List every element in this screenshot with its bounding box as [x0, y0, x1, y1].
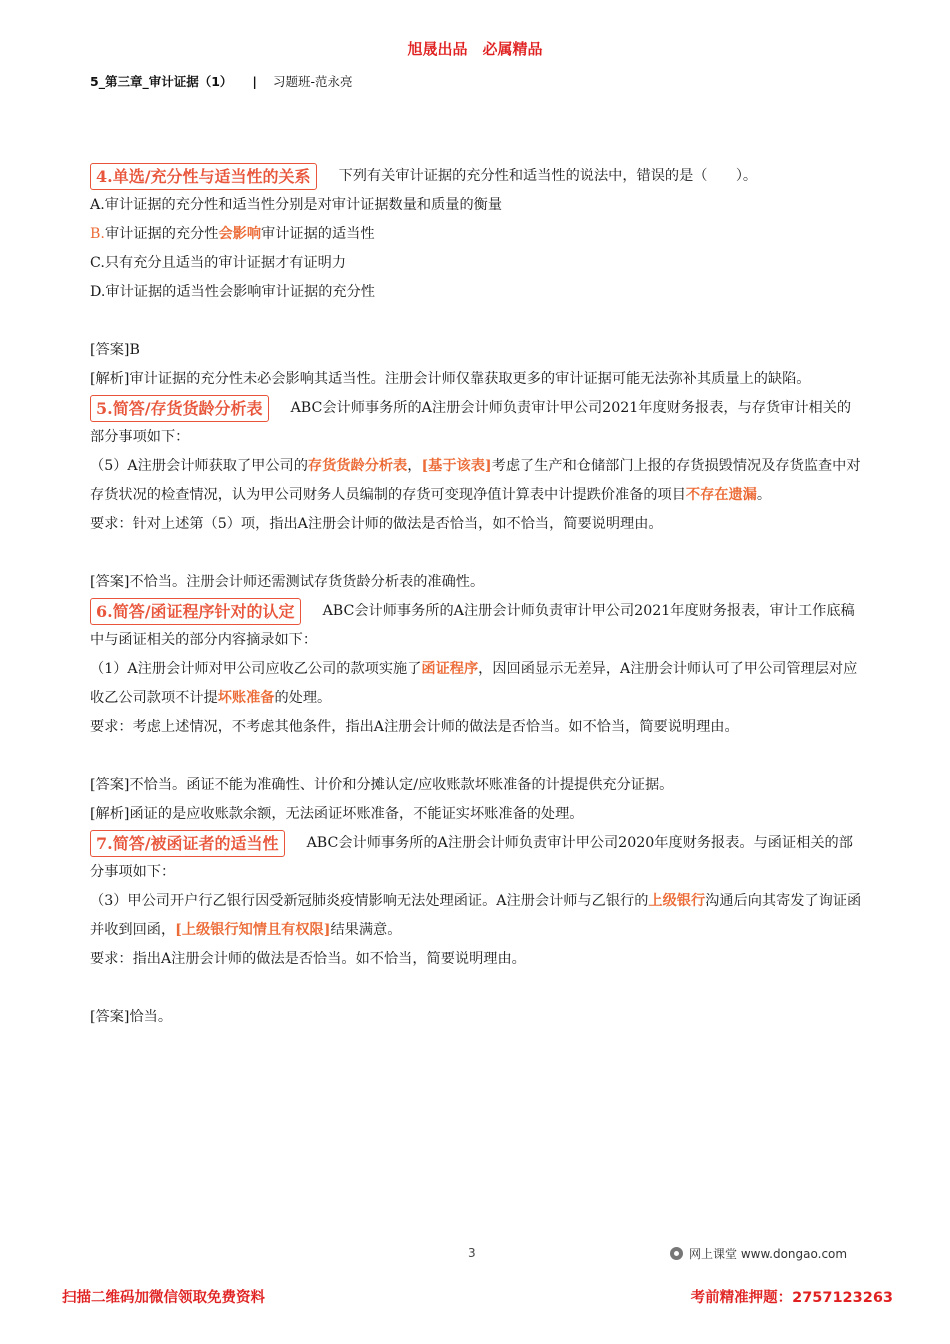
q5-item-pre: （5）A注册会计师获取了甲公司的: [90, 458, 308, 474]
q6-requirement: 要求：考虑上述情况，不考虑其他条件，指出A注册会计师的做法是否恰当。如不恰当，简要说明理由。: [90, 719, 739, 735]
q7-tag: 7.简答/被函证者的适当性: [90, 830, 285, 857]
q5-item-mid2: 考虑了生产和仓储部门上报的存货损毁情况及存货监查中对存货状况的检查情况，认为甲公司财务人员编制的存货可变现净值计算表中计提跌价准备的项目: [90, 458, 861, 503]
brand-text: 网上课堂 www.dongao.com: [689, 1247, 848, 1261]
q7-requirement: 要求：指出A注册会计师的做法是否恰当。如不恰当，简要说明理由。: [90, 951, 526, 967]
q4-analysis: [解析]审计证据的充分性未必会影响其适当性。注册会计师仅靠获取更多的审计证据可能无法弥补其质量上的缺陷。: [90, 371, 811, 387]
q4-option-b-pre: 审计证据的充分性: [104, 226, 219, 242]
q7-highlight-1: 上级银行: [648, 893, 706, 909]
q4-answer: [答案]B: [90, 342, 140, 358]
document-body: [90, 162, 862, 1032]
q5-heading: [90, 394, 862, 452]
q6-answer: [答案]不恰当。函证不能为准确性、计价和分摊认定/应收账款坏账准备的计提提供充分证据。: [90, 777, 674, 793]
chapter-title: 5_第三章_审计证据（1）: [90, 74, 233, 89]
q4-option-b-letter: B.: [90, 226, 105, 242]
q6-tag: 6.简答/函证程序针对的认定: [90, 598, 301, 625]
document-header: [90, 72, 353, 90]
q4-option-c: C.只有充分且适当的审计证据才有证明力: [90, 255, 347, 271]
q4-option-a: A.审计证据的充分性和适当性分别是对审计证据数量和质量的衡量: [90, 197, 503, 213]
q6-highlight-2: 坏账准备: [217, 690, 275, 706]
q6-heading: [90, 597, 862, 655]
q6-item: [90, 655, 862, 713]
q4-option-b: [90, 220, 862, 249]
q5-item: [90, 452, 862, 510]
q6-highlight-1: 函证程序: [421, 661, 479, 677]
q5-intro: ABC会计师事务所的A注册会计师负责审计甲公司2021年度财务报表，与存货审计相关的部分事项如下：: [90, 400, 852, 445]
q7-intro: ABC会计师事务所的A注册会计师负责审计甲公司2020年度财务报表。与函证相关的部分事项如下：: [90, 835, 853, 880]
brand-footer: [670, 1245, 847, 1262]
q5-tag: 5.简答/存货货龄分析表: [90, 395, 269, 422]
q5-highlight-3: 不存在遗漏: [685, 487, 757, 503]
q6-intro: ABC会计师事务所的A注册会计师负责审计甲公司2021年度财务报表，审计工作底稿中与函证相关的部分内容摘录如下：: [90, 603, 855, 648]
top-banner: 旭晟出品 必属精品: [407, 40, 543, 58]
q4-tag: 4.单选/充分性与适当性的关系: [90, 163, 317, 190]
footer-promo-right: 考前精准押题：2757123263: [690, 1290, 893, 1306]
q5-item-mid1: ，: [407, 458, 422, 474]
q7-item-mid: 沟通后向其寄发了询证函并收到回函，: [90, 893, 862, 938]
q5-highlight-2: [基于该表]: [421, 458, 492, 474]
dongao-logo-icon: [670, 1247, 683, 1260]
q7-item-pre: （3）甲公司开户行乙银行因受新冠肺炎疫情影响无法处理函证。A注册会计师与乙银行的: [90, 893, 649, 909]
q5-highlight-1: 存货货龄分析表: [307, 458, 408, 474]
q4-stem: 下列有关审计证据的充分性和适当性的说法中，错误的是（ ）。: [338, 168, 758, 184]
q5-item-post: 。: [756, 487, 772, 503]
q6-item-post: 的处理。: [274, 690, 332, 706]
footer-promo-left: 扫描二维码加微信领取免费资料: [62, 1290, 265, 1306]
q6-analysis: [解析]函证的是应收账款余额，无法函证坏账准备，不能证实坏账准备的处理。: [90, 806, 584, 822]
q5-requirement: 要求：针对上述第（5）项，指出A注册会计师的做法是否恰当，如不恰当，简要说明理由。: [90, 516, 663, 532]
q7-answer: [答案]恰当。: [90, 1009, 173, 1025]
header-separator: |: [252, 74, 257, 89]
q7-highlight-2: [上级银行知情且有权限]: [175, 922, 331, 938]
q6-item-pre: （1）A注册会计师对甲公司应收乙公司的款项实施了: [90, 661, 422, 677]
q6-item-mid: ，因回函显示无差异，A注册会计师认可了甲公司管理层对应收乙公司款项不计提: [90, 661, 858, 706]
course-name: 习题班-范永亮: [272, 74, 353, 89]
q4-heading: [90, 162, 862, 191]
q4-option-d: D.审计证据的适当性会影响审计证据的充分性: [90, 284, 375, 300]
q7-heading: [90, 829, 862, 887]
q4-option-b-post: 审计证据的适当性: [261, 226, 375, 242]
q7-item-post: 结果满意。: [330, 922, 402, 938]
q7-item: [90, 887, 862, 945]
q5-answer: [答案]不恰当。注册会计师还需测试存货货龄分析表的准确性。: [90, 574, 485, 590]
page-number: 3: [468, 1246, 476, 1260]
q4-option-b-highlight: 会影响: [218, 226, 262, 242]
